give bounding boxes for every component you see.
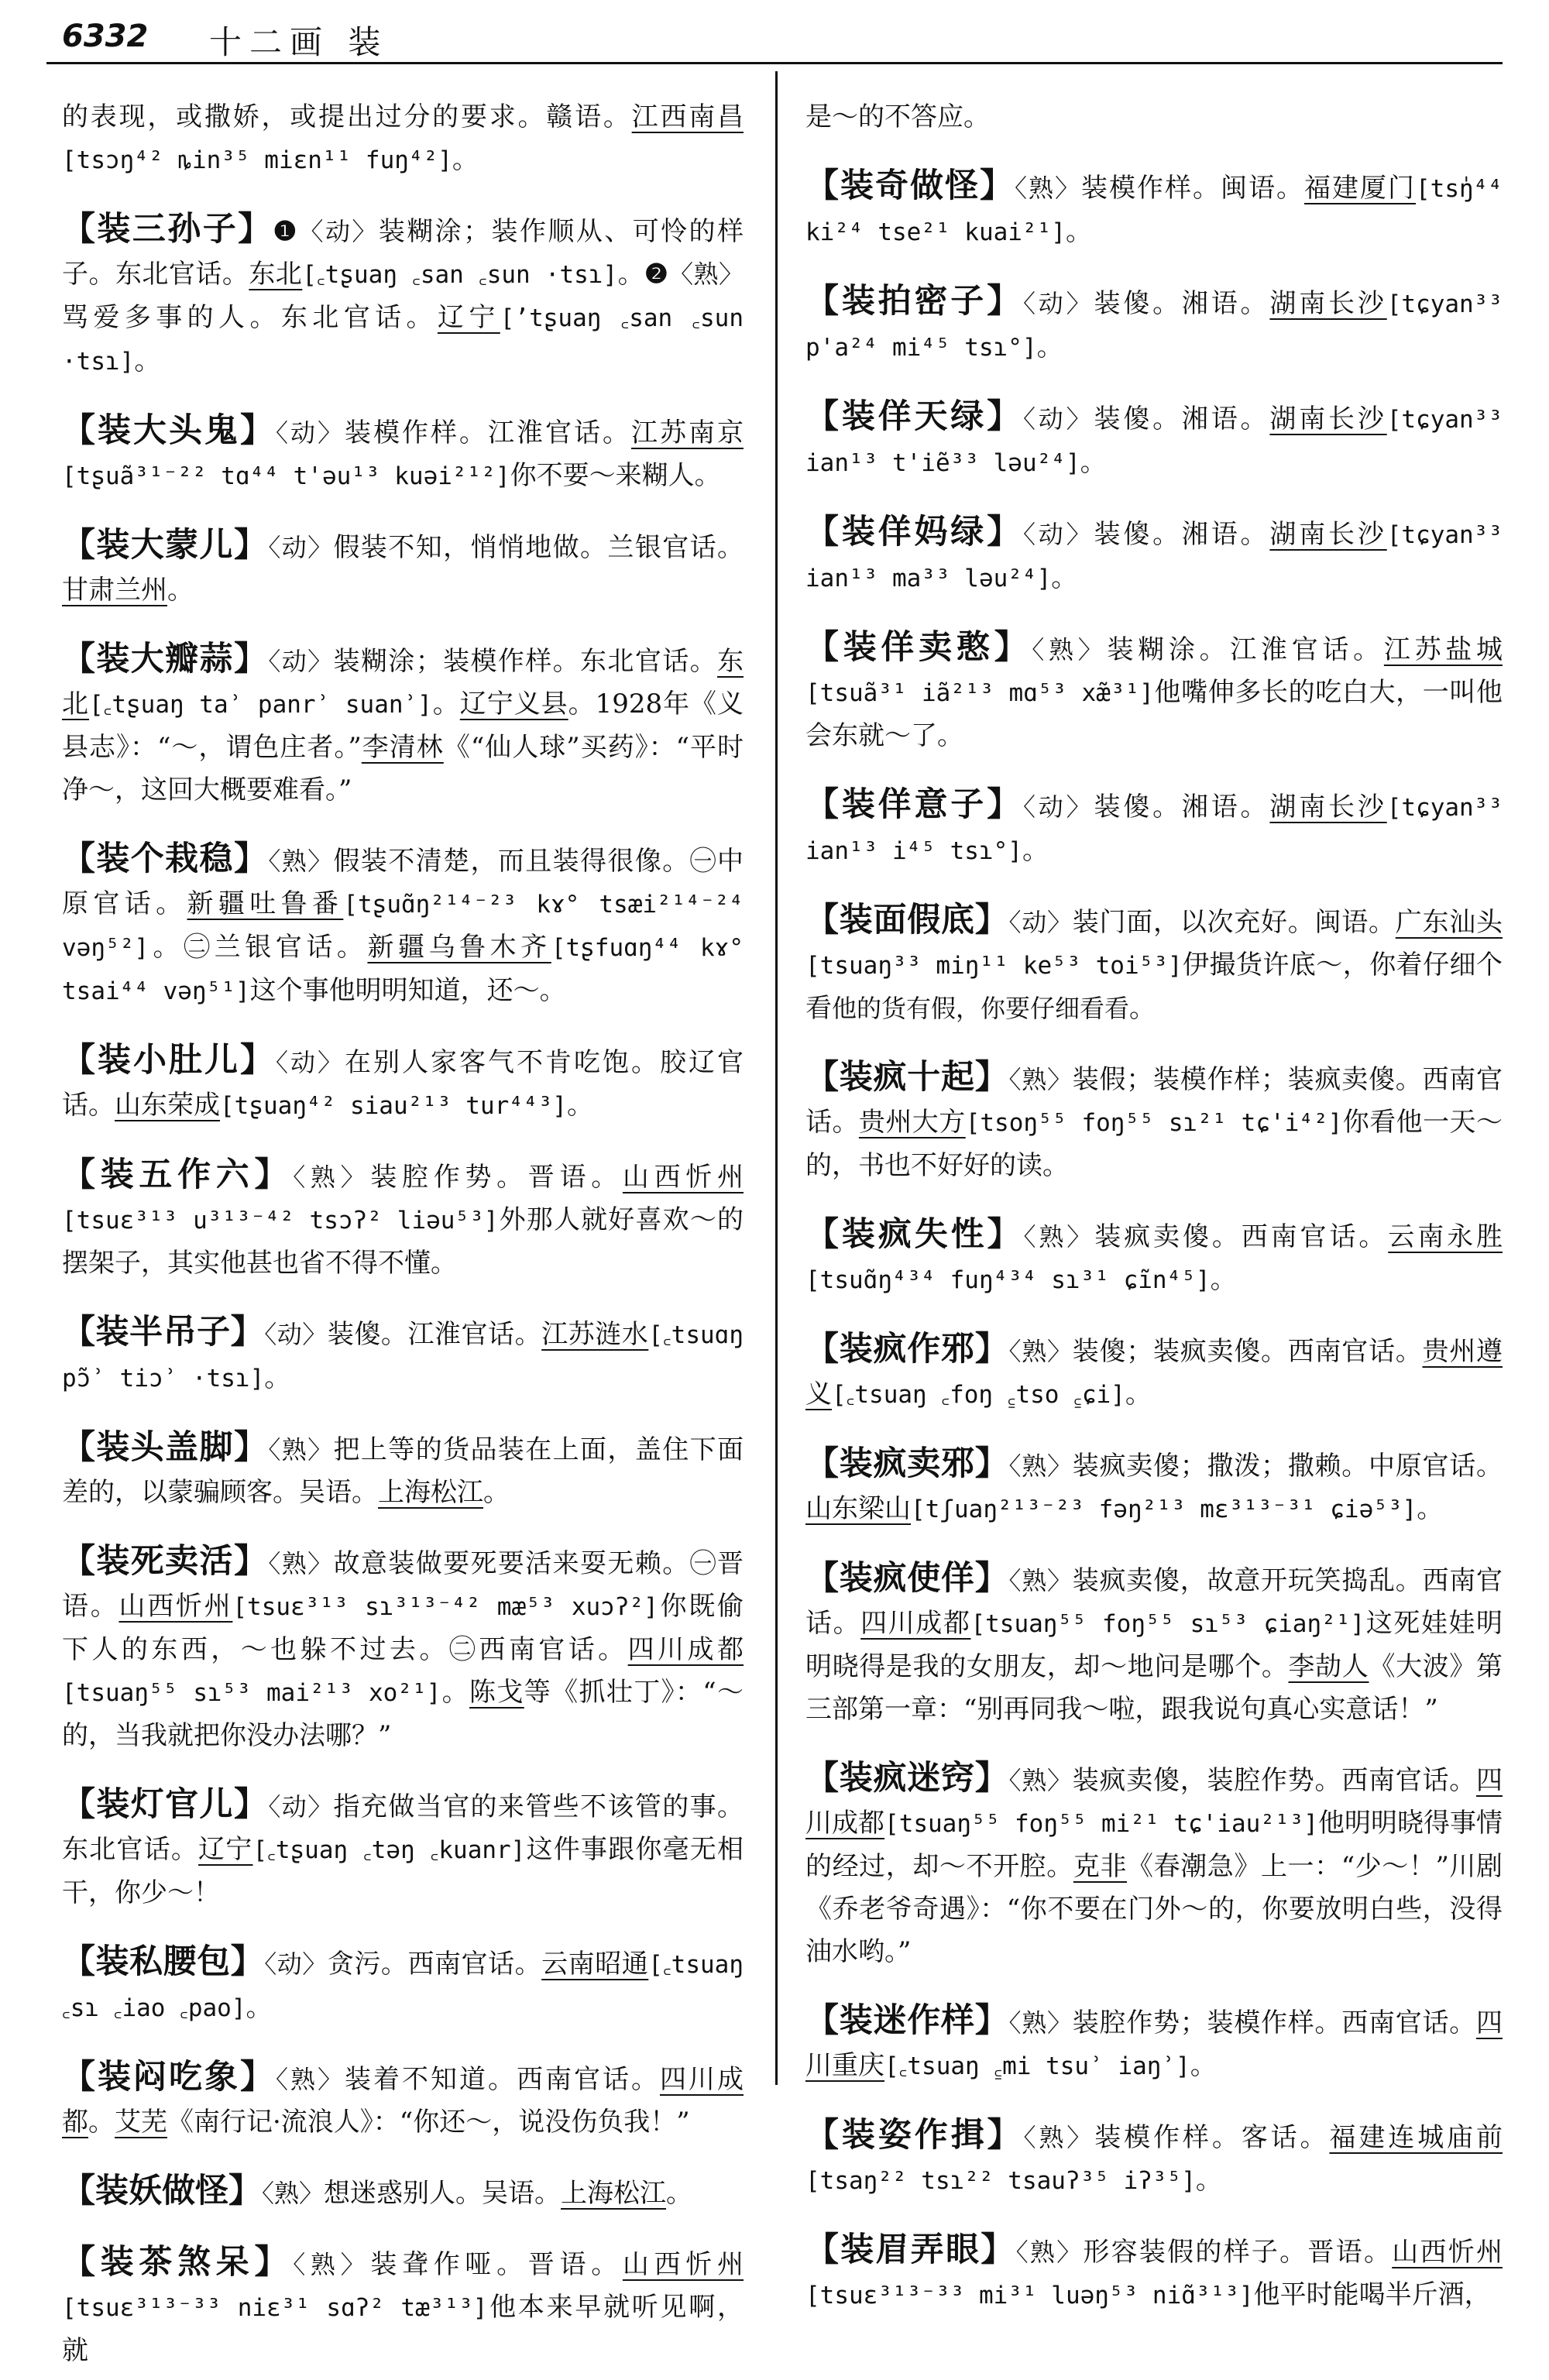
ipa-transcription: [tsuaŋ⁵⁵ sɿ⁵³ mai²¹³ xo²¹] xyxy=(62,1679,441,1707)
ipa-transcription: [ʼtʂuaŋ ꜀san ꜀sun ·tsɿ] xyxy=(62,304,744,376)
ipa-transcription: [tsuaŋ⁵⁵ foŋ⁵⁵ mi²¹ tɕ'iau²¹³] xyxy=(884,1810,1318,1838)
dictionary-entry xyxy=(62,1784,744,1915)
location-name: 辽宁 xyxy=(198,1834,253,1865)
definition-text: 装糊涂。江淮官话。 xyxy=(1107,634,1384,665)
definition-text: 。 xyxy=(1190,2050,1217,2081)
dictionary-entry xyxy=(805,280,1503,369)
ipa-transcription: [tʂfuɑŋ⁴⁴ kɤ° tsai⁴⁴ vəŋ⁵¹] xyxy=(62,934,744,1005)
definition-text: 装傻。江淮官话。 xyxy=(327,1319,542,1350)
column-divider xyxy=(775,71,778,2085)
ipa-transcription: [tɕyan³³ p'a²⁴ mi⁴⁵ tsɿ°] xyxy=(805,290,1503,362)
location-name: 四川重庆 xyxy=(805,2007,1503,2081)
location-name: 湖南长沙 xyxy=(1269,519,1387,550)
entry-headword: 【装疯失性】 xyxy=(805,1215,1024,1254)
definition-text: 装门面，以次充好。闽语。 xyxy=(1072,907,1396,938)
part-of-speech: 〈熟〉 xyxy=(268,1549,334,1578)
entry-headword: 【装闷吃象】 xyxy=(62,2058,276,2097)
definition-text: 装疯卖傻。西南官话。 xyxy=(1094,1221,1389,1252)
dictionary-entry xyxy=(805,511,1503,600)
entry-headword: 【装面假底】 xyxy=(805,901,1009,939)
definition-text: 装疯卖傻，故意开玩笑捣乱。西南官话。 xyxy=(805,1565,1503,1639)
entry-headword: 【装死卖活】 xyxy=(62,1542,269,1581)
location-name: 艾芜 xyxy=(115,2107,167,2138)
part-of-speech: 〈熟〉 xyxy=(1008,1566,1073,1595)
part-of-speech: 〈熟〉 xyxy=(1023,1222,1095,1252)
ipa-transcription: [꜀tsuaŋ ꜁mi tsuʾ iaŋʾ] xyxy=(884,2052,1190,2080)
definition-text: 想迷惑别人。吴语。 xyxy=(324,2178,562,2209)
dictionary-entry xyxy=(62,208,744,383)
location-name: 山西忻州 xyxy=(1392,2237,1503,2268)
part-of-speech: 〈熟〉 xyxy=(268,1435,334,1465)
definition-text: 。 xyxy=(666,2178,693,2209)
definition-text: 假装不清楚，而且装得很像。㊀中原官话。 xyxy=(62,846,744,919)
entry-headword: 【装疯十起】 xyxy=(805,1058,1009,1097)
definition-text: 是～的不答应。 xyxy=(805,101,990,132)
definition-text: 你看他一天～的，书也不好好的读。 xyxy=(805,1107,1503,1181)
entry-headword: 【装灯官儿】 xyxy=(62,1785,269,1824)
part-of-speech: 〈熟〉 xyxy=(268,847,334,876)
definition-text: 装傻。湘语。 xyxy=(1094,288,1270,319)
part-of-speech: 〈熟〉 xyxy=(1015,173,1082,203)
entry-headword: 【装大蒙儿】 xyxy=(62,526,269,565)
ipa-transcription: [tsuɛ³¹³⁻³³ niɛ³¹ sɑʔ² tæ³¹³] xyxy=(62,2294,488,2322)
definition-text: 的表现，或撒娇，或提出过分的要求。赣语。 xyxy=(62,101,632,132)
definition-text: 装糊涂；装模作样。东北官话。 xyxy=(333,646,717,677)
definition-text: 。 xyxy=(1125,1379,1152,1410)
ipa-transcription: [tsuɛ³¹³⁻³³ mi³¹ luəŋ⁵³ niɑ̃³¹³] xyxy=(805,2282,1254,2310)
entry-headword: 【装茶煞呆】 xyxy=(62,2243,294,2282)
dictionary-entry xyxy=(805,1214,1503,1302)
dictionary-entry xyxy=(805,1757,1503,1973)
part-of-speech: 〈动〉 xyxy=(1022,289,1094,318)
entry-headword: 【装疯卖邪】 xyxy=(805,1444,1009,1483)
part-of-speech: 〈熟〉 xyxy=(262,2179,325,2208)
ipa-transcription: [tsŋ̍⁴⁴ ki²⁴ tse²¹ kuai²¹] xyxy=(805,175,1503,246)
entry-headword: 【装个栽稳】 xyxy=(62,840,269,878)
ipa-transcription: [tsuã³¹ iã²¹³ mɑ⁵³ xæ̃³¹] xyxy=(805,679,1154,707)
ipa-transcription: [tʃuaŋ²¹³⁻²³ fəŋ²¹³ mɛ³¹³⁻³¹ ɕiə⁵³] xyxy=(911,1496,1417,1523)
dictionary-entry xyxy=(805,1443,1503,1531)
entry-headword: 【装佯天绿】 xyxy=(805,397,1023,436)
location-name: 山西忻州 xyxy=(622,2249,744,2280)
dictionary-entry xyxy=(805,1056,1503,1187)
definition-text: 。 xyxy=(1022,835,1049,866)
dictionary-entry xyxy=(62,1039,744,1128)
dictionary-entry xyxy=(805,1328,1503,1417)
definition-text: 。 xyxy=(246,1992,273,2023)
location-name: 福建厦门 xyxy=(1304,173,1417,204)
entry-headword: 【装大头鬼】 xyxy=(62,411,276,450)
part-of-speech: 〈熟〉 xyxy=(1008,2008,1073,2038)
location-name: 辽宁义县 xyxy=(459,689,568,719)
left-column xyxy=(62,70,744,2380)
ipa-transcription: [tsuɛ³¹³ sɿ³¹³⁻⁴² mæ⁵³ xuɔʔ²] xyxy=(232,1593,658,1621)
definition-text: 这死娃娃明明晓得是我的女朋友，却～地问是哪个。 xyxy=(805,1608,1503,1682)
location-name: 江苏南京 xyxy=(631,417,744,448)
definition-text: 伊撮货许底～，你着仔细个看 xyxy=(805,950,1503,1024)
dictionary-entry xyxy=(805,899,1503,1030)
entry-headword: 【装私腰包】 xyxy=(62,1942,265,1981)
definition-text: 。1928年《义县志》：“～，谓色庄者。” xyxy=(62,689,744,763)
dictionary-entry xyxy=(805,784,1503,873)
entry-headword: 【装迷作样】 xyxy=(805,2001,1009,2040)
location-name: 贵州大方 xyxy=(858,1107,966,1138)
ipa-transcription: [tsuaŋ³³ miŋ¹¹ ke⁵³ toi⁵³] xyxy=(805,952,1183,980)
location-name: 克非 xyxy=(1073,1851,1128,1882)
ipa-transcription: [꜀tsuaŋ ꜀foŋ ꜁tso ꜁ɕi] xyxy=(832,1381,1125,1409)
definition-text: 。 xyxy=(1417,1493,1444,1524)
dictionary-entry xyxy=(805,627,1503,757)
location-name: 四川成都 xyxy=(805,1765,1503,1839)
dictionary-entry xyxy=(62,2241,744,2372)
location-name: 江西南昌 xyxy=(631,101,744,132)
definition-text: 。 xyxy=(1036,331,1063,362)
location-name: 东北 xyxy=(249,259,303,290)
example-gloss: 他的货有假，你要仔细看看 xyxy=(832,994,1130,1023)
location-name: 四川成都 xyxy=(62,2064,744,2138)
entry-headword: 【装头盖脚】 xyxy=(62,1428,269,1467)
part-of-speech: 〈动〉 xyxy=(264,1949,328,1979)
ipa-transcription: [tɕyan³³ ian¹³ ma³³ ləu²⁴] xyxy=(805,521,1503,592)
dictionary-entry xyxy=(62,1154,744,1285)
location-name: 山东荣成 xyxy=(115,1090,220,1121)
location-name: 新疆乌鲁木齐 xyxy=(367,932,551,963)
definition-text: 。 xyxy=(441,1677,470,1708)
definition-text: 。 xyxy=(1210,1264,1237,1295)
definition-text: 装傻；装疯卖傻。西南官话。 xyxy=(1072,1336,1423,1367)
location-name: 辽宁 xyxy=(437,302,500,333)
page-header xyxy=(46,14,1503,64)
ipa-transcription: [꜀tsuɑŋ pɔ̃ʾ tiɔʾ ·tsɿ] xyxy=(62,1321,744,1393)
part-of-speech: 〈动〉 xyxy=(264,1320,328,1349)
part-of-speech: 〈动〉 xyxy=(1022,520,1094,549)
part-of-speech: 〈熟〉 xyxy=(1015,2237,1084,2267)
definition-text: 装傻。湘语。 xyxy=(1094,404,1270,434)
definition-text: 装模作样。客话。 xyxy=(1094,2122,1330,2153)
definition-text: 假装不知，悄悄地做。兰银官话。 xyxy=(333,532,744,563)
ipa-transcription: [꜀tʂuaŋ ꜀təŋ ꜀kuanr] xyxy=(252,1836,526,1864)
location-name: 湖南长沙 xyxy=(1269,792,1387,823)
dictionary-entry xyxy=(805,2114,1503,2203)
definition-text: 。 xyxy=(452,144,479,175)
definition-text: 。 xyxy=(264,1362,291,1393)
definition-text: 外那人就好喜欢～的摆架子，其实他甚也省不得不懂。 xyxy=(62,1204,744,1279)
part-of-speech: 〈熟〉 xyxy=(1008,1065,1073,1094)
dictionary-entry xyxy=(805,2229,1503,2317)
definition-text: 故意装做要死要活来耍无赖。㊀晋语。 xyxy=(62,1548,744,1622)
definition-text: 。 xyxy=(1129,993,1156,1024)
ipa-transcription: [tsuɑ̃ŋ⁴³⁴ fuŋ⁴³⁴ sɿ³¹ ɕĩn⁴⁵] xyxy=(805,1266,1211,1294)
definition-text: 装模作样。闽语。 xyxy=(1081,173,1305,204)
definition-text: 。 xyxy=(1051,562,1078,593)
definition-text: 骂爱多事的人。东北官话。 xyxy=(62,302,438,333)
ipa-transcription: [tsaŋ²² tsɿ²² tsauʔ³⁵ iʔ³⁵] xyxy=(805,2167,1196,2195)
ipa-transcription: [tsɔŋ⁴² ȵin³⁵ miɛn¹¹ fuŋ⁴²] xyxy=(62,146,452,174)
entry-headword: 【装半吊子】 xyxy=(62,1313,265,1351)
definition-text: 装腔作势。晋语。 xyxy=(370,1162,623,1193)
definition-text: 装着不知道。西南官话。 xyxy=(345,2064,660,2095)
definition-text: 把上等的货品装在上面，盖住下面差的，以蒙骗顾客。吴语。 xyxy=(62,1434,744,1508)
location-name: 贵州遵义 xyxy=(805,1336,1503,1410)
part-of-speech: 〈熟〉 xyxy=(668,259,744,289)
ipa-transcription: [tʂuɑ̃ŋ²¹⁴⁻²³ kɤ° tsæi²¹⁴⁻²⁴ vəŋ⁵²] xyxy=(62,891,744,962)
definition-text: 他本来早就听见啊，就 xyxy=(62,2292,744,2366)
location-name: 云南永胜 xyxy=(1388,1221,1503,1252)
definition-text: 他嘴伸多长的吃白大，一叫他会东就～了。 xyxy=(805,677,1503,751)
definition-text: 。 xyxy=(167,575,194,606)
entry-continuation xyxy=(805,96,1503,139)
ipa-transcription: [tsoŋ⁵⁵ foŋ⁵⁵ sɿ²¹ tɕ'i⁴²] xyxy=(965,1109,1343,1137)
dictionary-entry xyxy=(62,1427,744,1514)
part-of-speech: 〈动〉 xyxy=(276,418,345,448)
ipa-transcription: [tʂuaŋ⁴² siau²¹³ tur⁴⁴³] xyxy=(220,1092,567,1120)
definition-text: 等《抓壮丁》：“～的，当我就把你没办法哪？” xyxy=(62,1677,744,1751)
part-of-speech: 〈熟〉 xyxy=(293,1163,371,1192)
location-name: 山东梁山 xyxy=(805,1493,911,1524)
location-name: 四川成都 xyxy=(627,1634,744,1665)
location-name: 甘肃兰州 xyxy=(62,575,167,606)
definition-text: 形容装假的样子。晋语。 xyxy=(1083,2237,1393,2268)
definition-text: 他平时能喝半斤酒， xyxy=(1253,2279,1491,2310)
definition-text: 他明明晓得事情的经过，却～不开腔。 xyxy=(805,1808,1503,1882)
definition-text: 装疯卖傻；撒泼；撒赖。中原官话。 xyxy=(1072,1451,1503,1482)
definition-text: 《南行记·流浪人》：“你还～，说没伤负我！” xyxy=(167,2107,690,2138)
location-name: 广东汕头 xyxy=(1395,907,1503,938)
dictionary-entry xyxy=(805,1557,1503,1731)
location-name: 四川成都 xyxy=(860,1608,971,1639)
definition-text: 这件事跟你毫无相干，你少～！ xyxy=(62,1834,744,1908)
definition-text: 《“仙人球”买药》：“平时净～，这回大概要难看。” xyxy=(62,732,744,805)
part-of-speech: 〈动〉 xyxy=(1008,908,1073,937)
definition-text: 装傻。湘语。 xyxy=(1094,792,1270,823)
definition-text: 装腔作势；装模作样。西南官话。 xyxy=(1072,2007,1476,2038)
entry-headword: 【装小肚儿】 xyxy=(62,1041,276,1080)
dictionary-entry xyxy=(62,410,744,498)
ipa-transcription: [tʂuã³¹⁻²² tɑ⁴⁴ t'əu¹³ kuəi²¹²] xyxy=(62,462,510,490)
part-of-speech: 〈熟〉 xyxy=(276,2065,345,2094)
location-name: 东北 xyxy=(62,646,744,719)
definition-text: 。 xyxy=(134,345,161,376)
dictionary-entry xyxy=(62,1540,744,1757)
entry-headword: 【装奇做怪】 xyxy=(805,167,1015,205)
dictionary-entry xyxy=(62,1941,744,2030)
dictionary-entry xyxy=(62,524,744,612)
location-name: 上海松江 xyxy=(378,1477,483,1508)
part-of-speech: 〈熟〉 xyxy=(1008,1451,1073,1481)
definition-text: 。 xyxy=(566,1090,593,1121)
location-name: 云南昭通 xyxy=(541,1949,649,1980)
part-of-speech: 〈动〉 xyxy=(298,217,379,246)
entry-headword: 【装佯妈绿】 xyxy=(805,513,1023,551)
ipa-transcription: [tsuɛ³¹³ u³¹³⁻⁴² tsɔʔ² liəu⁵³] xyxy=(62,1207,499,1235)
entry-headword: 【装姿作揖】 xyxy=(805,2116,1024,2155)
location-name: 上海松江 xyxy=(561,2178,667,2209)
definition-text: 装假；装模作样；装疯卖傻。西南官话。 xyxy=(805,1064,1503,1138)
definition-text: 装模作样。江淮官话。 xyxy=(345,417,631,448)
location-name: 湖南长沙 xyxy=(1269,404,1387,434)
part-of-speech: 〈动〉 xyxy=(1022,792,1094,822)
dictionary-entry xyxy=(62,838,744,1013)
sense-number: ❶ xyxy=(273,216,299,247)
entry-headword: 【装疯迷窍】 xyxy=(805,1759,1009,1798)
entry-headword: 【装疯使佯】 xyxy=(805,1559,1009,1598)
part-of-speech: 〈动〉 xyxy=(1022,404,1094,434)
entry-headword: 【装妖做怪】 xyxy=(62,2172,262,2210)
location-name: 李劼人 xyxy=(1288,1651,1369,1682)
entry-headword: 【装大瓣蒜】 xyxy=(62,640,269,678)
dictionary-entry xyxy=(805,2000,1503,2088)
location-name: 福建连城庙前 xyxy=(1329,2122,1503,2153)
part-of-speech: 〈熟〉 xyxy=(1032,635,1108,665)
definition-text: 。㊁兰银官话。 xyxy=(148,932,368,963)
ipa-transcription: [tɕyan³³ ian¹³ i⁴⁵ tsɿ°] xyxy=(805,794,1503,865)
definition-text: 装傻。湘语。 xyxy=(1094,519,1270,550)
entry-headword: 【装三孙子】 xyxy=(62,210,273,249)
dictionary-entry xyxy=(62,1311,744,1400)
entry-continuation xyxy=(62,96,744,182)
definition-text: 。 xyxy=(88,2107,115,2138)
definition-text: 装糊涂；装作顺从、可怜的样子。东北官话。 xyxy=(62,216,744,290)
dictionary-entry xyxy=(62,638,744,812)
part-of-speech: 〈动〉 xyxy=(276,1048,345,1077)
definition-text: 。 xyxy=(617,259,645,290)
location-name: 江苏涟水 xyxy=(541,1319,649,1350)
sense-number: ❷ xyxy=(644,259,669,290)
entry-headword: 【装疯作邪】 xyxy=(805,1330,1009,1369)
definition-text: 你既偷下人的东西，～也躲不过去。㊁西南官话。 xyxy=(62,1591,744,1665)
part-of-speech: 〈熟〉 xyxy=(1023,2123,1095,2152)
definition-text: 这个事他明明知道，还～。 xyxy=(249,975,566,1006)
definition-text: 。 xyxy=(431,689,460,719)
ipa-transcription: [tɕyan³³ ian¹³ t'iẽ³³ ləu²⁴] xyxy=(805,406,1503,477)
entry-headword: 【装佯卖憨】 xyxy=(805,628,1032,667)
definition-text: 你不要～来糊人。 xyxy=(510,460,721,491)
part-of-speech: 〈熟〉 xyxy=(293,2250,371,2279)
dictionary-entry xyxy=(805,165,1503,254)
dictionary-entry xyxy=(62,2056,744,2144)
definition-text: 指充做当官的来管些不该管的事。东北官话。 xyxy=(62,1791,744,1865)
location-name: 新疆吐鲁番 xyxy=(187,888,344,919)
entry-headword: 【装眉弄眼】 xyxy=(805,2231,1016,2269)
definition-text: 在别人家客气不肯吃饱。胶辽官话。 xyxy=(62,1047,744,1121)
ipa-transcription: [꜀tʂuaŋ ꜀san ꜀sun ·tsɿ] xyxy=(302,261,618,289)
entry-headword: 【装五作六】 xyxy=(62,1156,294,1194)
location-name: 山西忻州 xyxy=(622,1162,744,1193)
entry-headword: 【装佯意子】 xyxy=(805,785,1023,824)
definition-text: 装疯卖傻，装腔作势。西南官话。 xyxy=(1072,1765,1476,1796)
ipa-transcription: [꜀tʂuaŋ taʾ panrʾ suanʾ] xyxy=(88,691,432,719)
part-of-speech: 〈动〉 xyxy=(268,533,334,562)
right-column xyxy=(805,70,1503,2325)
section-title: 十二画 装 xyxy=(209,23,389,61)
entry-headword: 【装拍密子】 xyxy=(805,282,1023,321)
definition-text: 《春潮急》上一：“少～！”川剧《乔老爷奇遇》：“你不要在门外～的，你要放明白些，没得油水哟。” xyxy=(805,1851,1503,1967)
location-name: 李清林 xyxy=(361,732,444,763)
location-name: 江苏盐城 xyxy=(1383,634,1503,665)
part-of-speech: 〈动〉 xyxy=(268,647,334,676)
location-name: 湖南长沙 xyxy=(1269,288,1387,319)
ipa-transcription: [tsuaŋ⁵⁵ foŋ⁵⁵ sɿ⁵³ ɕiaŋ²¹] xyxy=(970,1610,1365,1638)
definition-text: 。 xyxy=(1080,447,1107,478)
page-number: 6332 xyxy=(62,19,149,54)
dictionary-entry xyxy=(62,2170,744,2215)
location-name: 陈戈 xyxy=(469,1677,524,1708)
part-of-speech: 〈熟〉 xyxy=(1008,1766,1073,1795)
part-of-speech: 〈动〉 xyxy=(268,1792,334,1822)
dictionary-entry xyxy=(805,396,1503,485)
part-of-speech: 〈熟〉 xyxy=(1008,1337,1073,1366)
location-name: 山西忻州 xyxy=(118,1591,233,1622)
definition-text: 《大波》第三部第一章：“别再同我～啦，跟我说句真心实意话！” xyxy=(805,1651,1503,1725)
definition-text: 贪污。西南官话。 xyxy=(327,1949,542,1980)
ipa-transcription: [꜀tsuaŋ ꜀sɿ ꜀iao ꜀pao] xyxy=(62,1951,744,2022)
definition-text: 装聋作哑。晋语。 xyxy=(370,2249,623,2280)
definition-text: 。 xyxy=(1195,2165,1222,2196)
definition-text: 。 xyxy=(1065,216,1092,247)
definition-text: 。 xyxy=(483,1477,510,1508)
